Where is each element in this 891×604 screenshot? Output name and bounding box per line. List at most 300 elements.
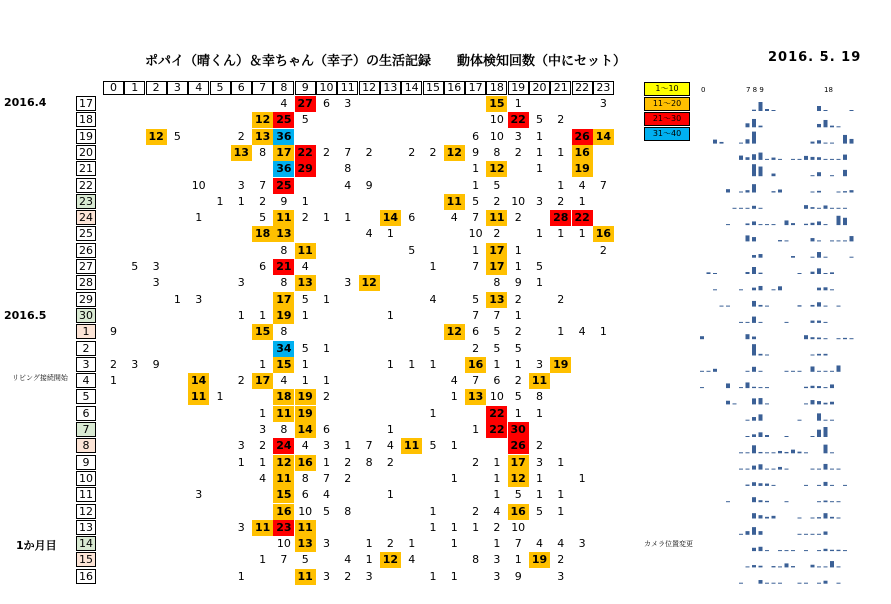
sparkline-bar — [837, 338, 841, 339]
count-cell: 2 — [472, 504, 480, 518]
count-cell: 1 — [514, 308, 522, 322]
legend-31-40: 31～40 — [644, 127, 690, 141]
count-cell: 12 — [486, 161, 507, 177]
count-cell: 3 — [599, 97, 607, 110]
sparkline-bar — [843, 208, 847, 209]
hour-header: 17 — [465, 81, 486, 95]
sparkline-bar — [824, 427, 828, 437]
sparkline-bar — [752, 301, 756, 307]
sparkline-bar — [759, 452, 763, 453]
sparkline-bar — [850, 257, 854, 258]
count-cell: 10 — [298, 504, 313, 518]
count-cell: 7 — [472, 308, 480, 322]
sparkline-bar — [830, 452, 834, 453]
sparkline-bar — [804, 534, 808, 535]
count-cell: 1 — [365, 537, 373, 551]
count-cell: 4 — [323, 488, 330, 502]
count-cell: 1 — [578, 194, 586, 208]
sparkline-bar — [811, 321, 815, 323]
day-label: 3 — [76, 357, 96, 372]
count-cell: 2 — [493, 520, 501, 534]
sparkline-bar — [759, 580, 763, 584]
sparkline-bar — [778, 240, 782, 241]
sparkline-bar — [739, 534, 743, 535]
count-cell: 1 — [472, 520, 480, 534]
count-cell: 1 — [536, 488, 543, 502]
sparkline-bar — [739, 143, 743, 144]
sparkline-bar — [804, 335, 808, 339]
sparkline-bar — [765, 517, 769, 519]
sparkline-bar — [843, 338, 847, 339]
count-cell: 16 — [593, 226, 614, 242]
sparkline-bar — [759, 432, 763, 437]
sparkline-bar — [817, 550, 821, 551]
count-cell: 3 — [557, 569, 565, 583]
count-cell: 4 — [365, 227, 373, 241]
sparkline-bar — [772, 566, 776, 567]
count-cell: 1 — [536, 162, 543, 176]
sparkline-bar — [817, 469, 821, 470]
count-cell: 2 — [344, 569, 352, 583]
count-cell: 3 — [237, 520, 245, 534]
count-cell: 1 — [429, 357, 437, 371]
count-cell: 19 — [295, 389, 316, 405]
sparkline-bar — [837, 501, 841, 502]
count-cell: 19 — [273, 308, 294, 324]
sparkline-bar — [837, 566, 841, 567]
count-cell: 23 — [273, 520, 294, 536]
sparkline-bar — [837, 240, 841, 241]
note-living-connection: リビング接続開始 — [12, 374, 68, 382]
axis-label-eighteen: 18 — [824, 86, 833, 94]
sparkline-bar — [811, 518, 815, 519]
count-cell: 17 — [252, 373, 273, 389]
count-cell: 19 — [550, 357, 571, 373]
sparkline-bar — [824, 482, 828, 486]
sparkline-bar — [759, 464, 763, 469]
count-cell: 2 — [493, 227, 501, 241]
sparkline-bar — [830, 402, 834, 405]
sparkline-bar — [804, 224, 808, 225]
count-cell: 2 — [237, 374, 245, 388]
count-cell: 3 — [536, 194, 543, 208]
sparkline-bar — [746, 566, 750, 567]
day-label: 14 — [76, 536, 96, 551]
count-cell: 15 — [252, 324, 273, 340]
count-cell: 7 — [259, 178, 267, 192]
count-cell: 1 — [472, 178, 480, 192]
day-label: 21 — [76, 161, 96, 176]
sparkline-bar — [759, 305, 763, 307]
sparkline-bar — [804, 485, 808, 486]
count-cell: 1 — [344, 439, 352, 453]
count-cell: 2 — [259, 439, 267, 453]
count-cell: 1 — [557, 504, 565, 518]
count-cell: 2 — [514, 292, 522, 306]
count-cell: 22 — [486, 406, 507, 422]
count-cell: 9 — [514, 276, 522, 290]
count-cell: 11 — [444, 194, 465, 210]
sparkline-bar — [824, 403, 828, 405]
count-cell: 4 — [557, 537, 565, 551]
sparkline-bar — [739, 322, 743, 323]
hour-header: 22 — [572, 81, 593, 95]
sparkline-bar — [778, 159, 782, 160]
count-cell: 22 — [572, 210, 593, 226]
sparkline-bar — [830, 126, 834, 128]
day-label: 30 — [76, 308, 96, 323]
sparkline-bar — [739, 583, 743, 584]
sparkline-bar — [746, 382, 750, 388]
sparkline-bar — [707, 272, 711, 274]
sparkline-bar — [746, 322, 750, 323]
count-cell: 1 — [259, 406, 267, 420]
day-label: 19 — [76, 129, 96, 144]
count-cell: 1 — [429, 406, 437, 420]
count-cell: 1 — [514, 553, 522, 567]
count-cell: 1 — [259, 455, 267, 469]
count-cell: 5 — [493, 178, 501, 192]
count-cell: 1 — [514, 97, 522, 110]
count-cell: 6 — [472, 129, 480, 143]
sparkline-bar — [817, 430, 821, 437]
sparkline-bar — [850, 139, 854, 144]
count-cell: 29 — [295, 161, 316, 177]
sparkline-bar — [707, 371, 711, 372]
sparkline-bar — [843, 550, 847, 551]
sparkline-bar — [752, 132, 756, 144]
count-cell: 11 — [295, 520, 316, 536]
count-cell: 5 — [301, 553, 309, 567]
count-cell: 6 — [301, 488, 309, 502]
count-cell: 1 — [472, 162, 480, 176]
sparkline-bar — [830, 240, 834, 241]
count-cell: 2 — [344, 471, 352, 485]
count-cell: 4 — [578, 178, 586, 192]
count-cell: 1 — [386, 357, 394, 371]
count-cell: 1 — [301, 357, 309, 371]
count-cell: 12 — [273, 455, 294, 471]
sparkline-bar — [752, 398, 756, 404]
count-cell: 5 — [301, 113, 309, 127]
count-cell: 1 — [323, 211, 330, 225]
count-cell: 18 — [273, 389, 294, 405]
day-label: 4 — [76, 373, 96, 388]
sparkline-bar — [759, 483, 763, 486]
sparkline-bar — [759, 102, 763, 111]
count-cell: 6 — [259, 260, 267, 273]
count-cell: 3 — [323, 439, 330, 453]
sparkline-bar — [817, 413, 821, 420]
count-cell: 3 — [237, 439, 245, 453]
day-label: 25 — [76, 226, 96, 241]
sparkline-bar — [713, 140, 717, 144]
sparkline-bar — [824, 371, 828, 372]
count-cell: 2 — [408, 145, 416, 159]
sparkline-bar — [759, 167, 763, 177]
count-cell: 1 — [557, 325, 565, 339]
sparkline-bar — [752, 565, 756, 567]
sparkline-bar — [759, 398, 763, 404]
count-cell: 3 — [323, 569, 330, 583]
count-cell: 1 — [536, 145, 543, 159]
sparkline-bar — [752, 513, 756, 518]
count-cell: 12 — [146, 129, 167, 145]
count-cell: 22 — [486, 422, 507, 438]
sparkline-bar — [759, 515, 763, 518]
count-cell: 8 — [344, 504, 352, 518]
count-cell: 11 — [273, 406, 294, 422]
sparkline-bar — [824, 566, 828, 567]
count-cell: 5 — [131, 260, 139, 273]
sparkline-bar — [824, 224, 828, 225]
count-cell: 1 — [195, 211, 203, 225]
count-cell: 1 — [344, 211, 352, 225]
sparkline-bar — [765, 387, 769, 388]
count-cell: 2 — [259, 194, 267, 208]
count-cell: 4 — [344, 178, 352, 192]
sparkline-bar — [798, 583, 802, 584]
hour-header: 21 — [550, 81, 571, 95]
sparkline-bar — [726, 383, 730, 388]
sparkline-bar — [746, 371, 750, 372]
count-cell: 14 — [188, 373, 209, 389]
sparkline-bar — [811, 175, 815, 176]
count-cell: 17 — [273, 145, 294, 161]
sparkline-bar — [843, 240, 847, 241]
sparkline-bar — [772, 224, 776, 225]
sparkline-bar — [791, 371, 795, 372]
sparkline-bar — [752, 482, 756, 486]
sparkline-bar — [850, 236, 854, 241]
count-cell: 3 — [536, 357, 543, 371]
count-cell: 3 — [493, 553, 501, 567]
count-cell: 3 — [131, 357, 139, 371]
count-cell: 8 — [280, 243, 288, 257]
sparkline-bar — [837, 126, 841, 127]
sparkline-bar — [824, 387, 828, 388]
count-cell: 3 — [536, 455, 543, 469]
sparkline-bar — [843, 218, 847, 225]
count-cell: 1 — [450, 520, 458, 534]
sparkline-bar — [746, 190, 750, 192]
count-cell: 1 — [450, 471, 458, 485]
hour-header: 8 — [273, 81, 294, 95]
count-cell: 6 — [472, 325, 480, 339]
count-cell: 1 — [514, 406, 522, 420]
hour-header: 6 — [231, 81, 252, 95]
count-cell: 3 — [152, 276, 160, 290]
sparkline-bar — [811, 192, 815, 193]
sparkline-bar — [817, 208, 821, 209]
count-cell: 1 — [365, 553, 373, 567]
sparkline-bar — [817, 401, 821, 404]
sparkline-bar — [824, 513, 828, 518]
sparkline-bar — [752, 434, 756, 437]
sparkline-bar — [811, 386, 815, 388]
sparkline-bar — [752, 255, 756, 258]
count-cell: 5 — [173, 129, 181, 143]
count-cell: 17 — [273, 292, 294, 308]
count-cell: 6 — [408, 211, 416, 225]
day-label: 15 — [76, 552, 96, 567]
sparkline-bar — [817, 386, 821, 388]
count-cell: 2 — [599, 243, 607, 257]
sparkline-bar — [824, 322, 828, 323]
sparkline-bar — [778, 550, 782, 551]
sparkline-bar — [843, 135, 847, 144]
sparkline-bar — [824, 531, 828, 534]
sparkline-bar — [798, 371, 802, 372]
hour-header: 16 — [444, 81, 465, 95]
count-cell: 30 — [508, 422, 529, 438]
count-cell: 7 — [323, 471, 330, 485]
sparkline-bar — [739, 387, 743, 388]
count-cell: 1 — [301, 194, 309, 208]
day-label: 28 — [76, 275, 96, 290]
sparkline-bar — [817, 501, 821, 502]
count-cell: 3 — [344, 276, 352, 290]
count-cell: 14 — [593, 129, 614, 145]
sparkline-bar — [752, 417, 756, 421]
sparkline-bar — [850, 190, 854, 192]
sparkline-bar — [778, 467, 782, 470]
count-cell: 5 — [472, 194, 480, 208]
count-cell: 3 — [344, 97, 352, 110]
hour-header: 18 — [486, 81, 507, 95]
sparkline-bar — [824, 338, 828, 339]
count-cell: 1 — [493, 455, 501, 469]
legend-21-30: 21～30 — [644, 112, 690, 126]
count-cell: 8 — [536, 390, 543, 404]
day-label: 8 — [76, 438, 96, 453]
count-cell: 7 — [365, 439, 373, 453]
count-cell: 1 — [493, 357, 501, 371]
count-cell: 1 — [237, 569, 245, 583]
sparkline-bar — [785, 452, 789, 453]
sparkline-bar — [752, 337, 756, 340]
sparkline-bar — [850, 110, 854, 111]
sparkline-bar — [811, 534, 815, 535]
count-cell: 9 — [152, 357, 160, 371]
sparkline-bar — [798, 518, 802, 519]
count-cell: 1 — [493, 471, 501, 485]
count-cell: 2 — [301, 211, 309, 225]
count-cell: 18 — [252, 226, 273, 242]
sparkline-bar — [837, 583, 841, 584]
count-cell: 10 — [511, 194, 526, 208]
day-label: 12 — [76, 504, 96, 519]
sparkline-bar — [811, 355, 815, 356]
count-cell: 22 — [295, 145, 316, 161]
count-cell: 10 — [489, 113, 504, 127]
sparkline-bar — [778, 190, 782, 193]
sparkline-bar — [785, 220, 789, 225]
sparkline-bar — [759, 254, 763, 258]
sparkline-bar — [752, 119, 756, 127]
count-cell: 16 — [508, 504, 529, 520]
count-cell: 2 — [429, 145, 437, 159]
count-cell: 2 — [323, 390, 330, 404]
count-cell: 1 — [514, 357, 522, 371]
count-cell: 5 — [493, 325, 501, 339]
count-cell: 5 — [323, 504, 330, 518]
day-label: 2 — [76, 341, 96, 356]
sparkline-bar — [772, 110, 776, 111]
sparkline-bar — [785, 563, 789, 567]
sparkline-bar — [830, 208, 834, 209]
sparkline-bar — [791, 450, 795, 454]
sparkline-bar — [843, 170, 847, 176]
sparkline-bar — [850, 338, 854, 339]
sparkline-bar — [700, 371, 704, 372]
sparkline-bar — [817, 140, 821, 143]
sparkline-bar — [817, 321, 821, 323]
count-cell: 8 — [280, 423, 288, 436]
sparkline-bar — [837, 469, 841, 470]
legend-1-10: 1～10 — [644, 82, 690, 96]
hour-header: 4 — [188, 81, 209, 95]
day-label: 27 — [76, 259, 96, 274]
count-cell: 10 — [468, 227, 483, 241]
sparkline-bar — [726, 401, 730, 405]
sparkline-bar — [817, 191, 821, 193]
sparkline-bar — [746, 334, 750, 339]
sparkline-bar — [817, 172, 821, 176]
hour-header: 0 — [103, 81, 124, 95]
sparkline-bar — [791, 550, 795, 551]
count-cell: 2 — [386, 537, 394, 551]
sparkline-bar — [746, 208, 750, 209]
sparkline-bar — [752, 344, 756, 355]
sparkline-bar — [798, 534, 802, 535]
sparkline-bar — [817, 124, 821, 127]
count-cell: 7 — [344, 145, 352, 159]
count-cell: 1 — [557, 488, 565, 502]
sparkline-bar — [759, 531, 763, 535]
sparkline-bar — [752, 237, 756, 241]
sparkline-bar — [811, 207, 815, 209]
sparkline-bar — [817, 371, 821, 372]
count-cell: 3 — [493, 569, 501, 583]
sparkline-bar — [759, 153, 763, 160]
count-cell: 11 — [295, 569, 316, 585]
sparkline-bar — [785, 501, 789, 502]
count-cell: 2 — [557, 113, 565, 127]
sparkline-bar — [817, 583, 821, 584]
sparkline-bar — [746, 436, 750, 437]
sparkline-bar — [830, 384, 834, 388]
count-cell: 1 — [450, 537, 458, 551]
sparkline-bar — [752, 527, 756, 535]
sparkline-bar — [824, 110, 828, 111]
sparkline-bar — [759, 500, 763, 502]
count-cell: 5 — [536, 113, 543, 127]
day-label: 18 — [76, 112, 96, 127]
sparkline-bar — [733, 403, 737, 404]
count-cell: 8 — [344, 162, 352, 176]
sparkline-bar — [837, 365, 841, 371]
sparkline-bar — [824, 549, 828, 551]
count-cell: 7 — [472, 211, 480, 225]
count-cell: 21 — [273, 259, 294, 275]
sparkline-bar — [765, 469, 769, 470]
count-cell: 2 — [237, 129, 245, 143]
count-cell: 1 — [216, 390, 224, 404]
count-cell: 3 — [514, 129, 522, 143]
count-cell: 11 — [401, 438, 422, 454]
hour-header: 10 — [316, 81, 337, 95]
